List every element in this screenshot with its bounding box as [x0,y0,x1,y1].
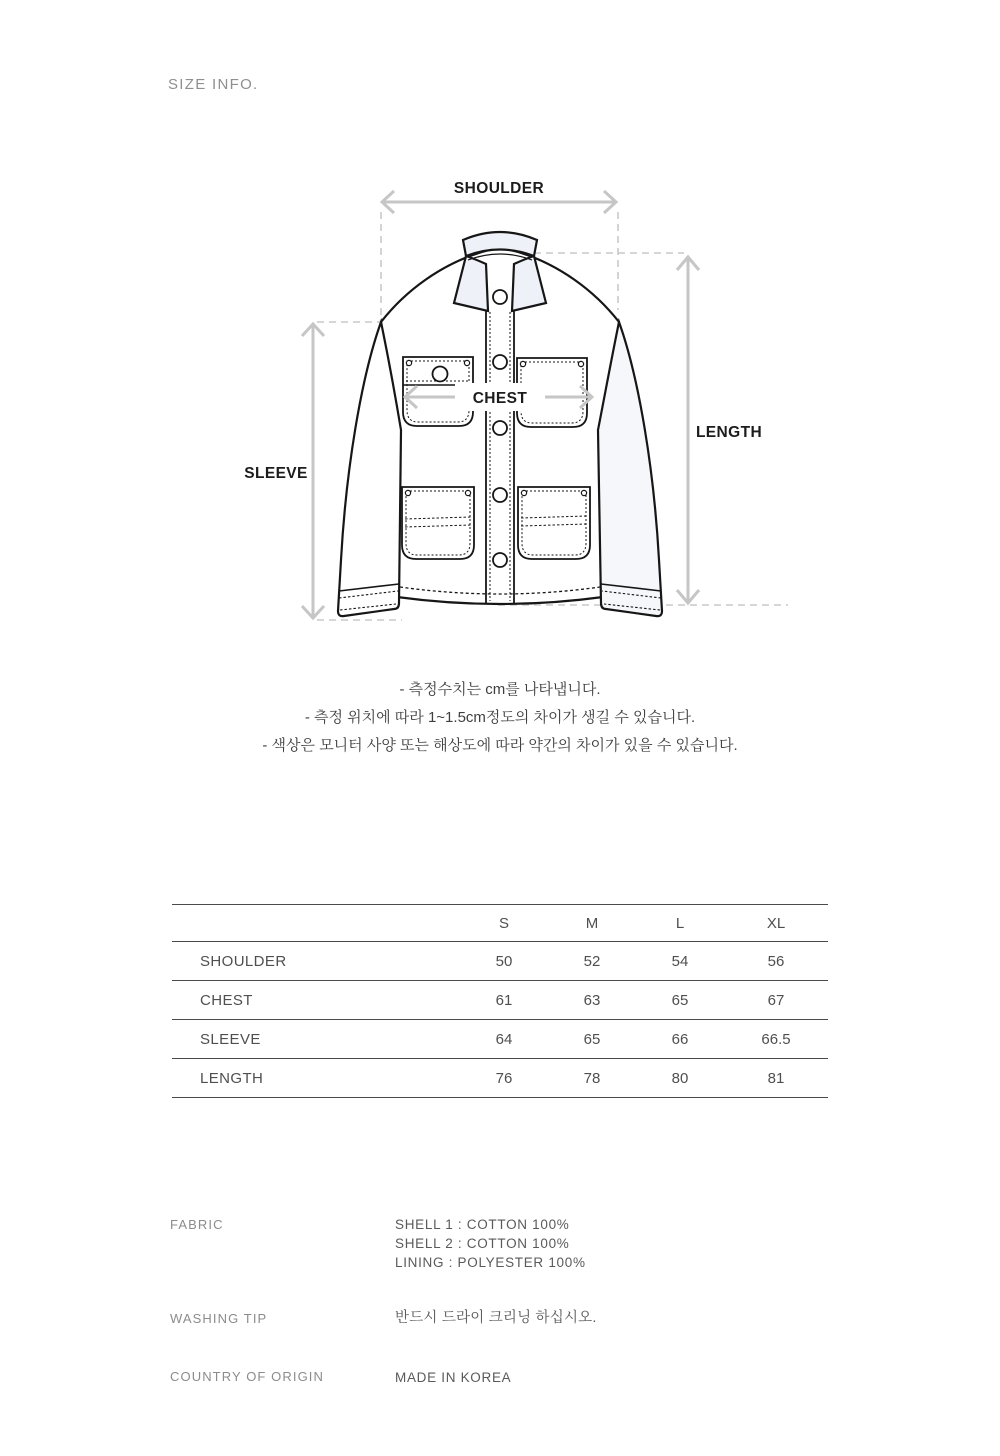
cell-value: 76 [495,1069,513,1087]
table-row-length [172,1059,828,1098]
lower-pocket-left [402,487,474,559]
washing-tip-label: WASHING TIP [170,1311,268,1326]
cell-value: 63 [583,991,601,1009]
page-title: SIZE INFO. [168,76,259,93]
size-diagram [230,160,790,665]
chest-label: CHEST [472,390,528,407]
cell-value: 66 [671,1030,689,1048]
lower-pocket-right [518,487,590,559]
washing-tip-value: 반드시 드라이 크리닝 하십시오. [395,1310,597,1326]
table-row-chest [172,981,828,1020]
jacket-flat-sketch [230,160,790,665]
fabric-value [395,1215,586,1272]
col-header-l: L [675,914,685,932]
note-line: - 측정수치는 cm를 나타냅니다. [399,681,601,698]
table-row-shoulder [172,942,828,981]
col-header-m: M [585,914,599,932]
col-header-xl: XL [766,914,786,932]
cell-value: 81 [767,1069,785,1087]
col-header-s: S [498,914,509,932]
cell-value: 54 [671,952,689,970]
cell-value: 65 [671,991,689,1009]
length-label: LENGTH [695,424,763,441]
row-label: SHOULDER [200,952,287,970]
cell-value: 67 [767,991,785,1009]
measurement-notes [0,676,1000,760]
cell-value: 50 [495,952,513,970]
row-label: LENGTH [200,1069,264,1087]
fabric-line: SHELL 1 : COTTON 100% [395,1217,570,1232]
note-line: - 측정 위치에 따라 1~1.5cm정도의 차이가 생길 수 있습니다. [304,709,696,726]
cell-value: 64 [495,1030,513,1048]
country-of-origin-label: COUNTRY OF ORIGIN [170,1369,325,1384]
country-of-origin-value: MADE IN KOREA [395,1370,512,1385]
size-table-header-row [172,905,828,942]
fabric-label: FABRIC [170,1217,224,1232]
cell-value: 52 [583,952,601,970]
cell-value: 78 [583,1069,601,1087]
size-table [172,904,828,1098]
table-row-sleeve [172,1020,828,1059]
size-table-corner [172,905,460,942]
fabric-line: SHELL 2 : COTTON 100% [395,1236,570,1251]
row-label: CHEST [200,991,253,1009]
cell-value: 66.5 [761,1030,791,1048]
row-label: SLEEVE [200,1030,261,1048]
cell-value: 56 [767,952,785,970]
sleeve-label: SLEEVE [244,465,308,482]
note-line: - 색상은 모니터 사양 또는 해상도에 따라 약간의 차이가 있을 수 있습니다. [262,737,738,754]
cell-value: 65 [583,1030,601,1048]
cell-value: 80 [671,1069,689,1087]
shoulder-label: SHOULDER [453,180,545,197]
fabric-line: LINING : POLYESTER 100% [395,1255,586,1270]
cell-value: 61 [495,991,513,1009]
